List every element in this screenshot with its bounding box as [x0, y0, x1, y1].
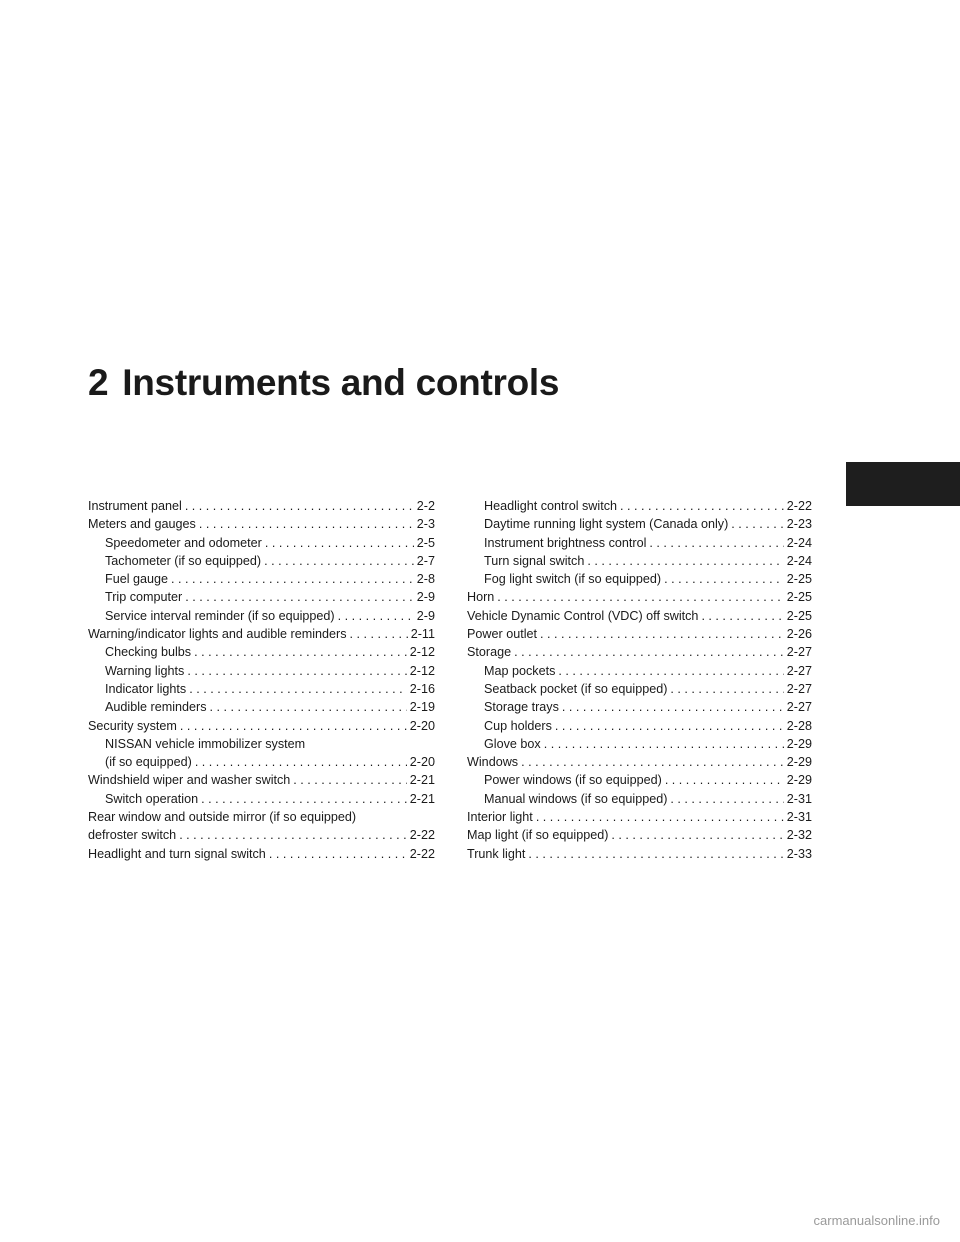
toc-entry-line: NISSAN vehicle immobilizer system [105, 736, 306, 751]
toc-entry[interactable] [467, 771, 812, 789]
toc-dot-leader [187, 662, 406, 680]
toc-entry-page: 2-24 [786, 553, 812, 568]
toc-entry[interactable] [467, 753, 812, 771]
toc-entry-page: 2-27 [786, 663, 812, 678]
toc-dot-leader [293, 771, 406, 789]
toc-entry-label: Storage trays [484, 700, 559, 715]
toc-dot-leader [664, 570, 784, 588]
toc-entry[interactable] [88, 515, 435, 533]
toc-entry[interactable] [467, 570, 812, 588]
toc-entry-page: 2-31 [786, 791, 812, 806]
toc-entry[interactable] [88, 845, 435, 863]
toc-entry-page: 2-29 [786, 773, 812, 788]
toc-entry-label: Seatback pocket (if so equipped) [484, 681, 668, 696]
toc-dot-leader [701, 607, 783, 625]
toc-dot-leader [670, 680, 783, 698]
toc-entry-page: 2-31 [786, 810, 812, 825]
toc-entry-page: 2-3 [416, 517, 435, 532]
toc-entry[interactable] [467, 552, 812, 570]
toc-entry[interactable] [88, 497, 435, 515]
toc-entry-label: Meters and gauges [88, 517, 196, 532]
toc-dot-leader [180, 717, 407, 735]
toc-dot-leader [731, 515, 783, 533]
toc-entry-label: Turn signal switch [484, 553, 585, 568]
toc-entry[interactable] [88, 753, 435, 771]
toc-dot-leader [620, 497, 784, 515]
toc-dot-leader [536, 808, 784, 826]
toc-entry[interactable] [88, 625, 435, 643]
toc-dot-leader [171, 570, 414, 588]
toc-entry-label: Daytime running light system (Canada only) [484, 517, 729, 532]
toc-entry[interactable] [88, 717, 435, 735]
toc-entry-label: Windshield wiper and washer switch [88, 773, 291, 788]
toc-entry-page: 2-26 [786, 627, 812, 642]
toc-entry[interactable] [467, 735, 812, 753]
toc-entry-page: 2-28 [786, 718, 812, 733]
toc-entry-label: Warning/indicator lights and audible reminders [88, 627, 347, 642]
toc-entry-label: Map light (if so equipped) [467, 828, 609, 843]
toc-entry-label: Headlight control switch [484, 499, 617, 513]
toc-entry-page: 2-12 [409, 663, 435, 678]
toc-dot-leader [558, 662, 783, 680]
toc-entry-page: 2-22 [409, 846, 435, 861]
toc-entry[interactable] [88, 680, 435, 698]
toc-entry-page: 2-21 [409, 773, 435, 788]
toc-entry-label: Trunk light [467, 846, 526, 861]
toc-entry[interactable] [467, 808, 812, 826]
toc-dot-leader [544, 735, 784, 753]
toc-entry-page: 2-21 [409, 791, 435, 806]
toc-entry-page: 2-2 [416, 499, 435, 513]
toc-dot-leader [540, 625, 784, 643]
toc-entry[interactable] [467, 588, 812, 606]
toc-entry-label: Interior light [467, 810, 533, 825]
toc-dot-leader [338, 607, 414, 625]
toc-entry[interactable] [467, 662, 812, 680]
toc-entry-label: Storage [467, 645, 512, 660]
toc-dot-leader [185, 588, 414, 606]
chapter-tab-marker [846, 462, 960, 506]
toc-dot-leader [265, 534, 414, 552]
toc-dot-leader [179, 826, 407, 844]
toc-entry-page: 2-25 [786, 572, 812, 587]
toc-entry-label: Fuel gauge [105, 572, 169, 587]
watermark: carmanualsonline.info [813, 1213, 940, 1228]
toc-dot-leader [514, 643, 784, 661]
toc-entry-label: Warning lights [105, 663, 185, 678]
toc-entry-page: 2-7 [416, 553, 435, 568]
toc-entry-page: 2-5 [416, 535, 435, 550]
toc-entry-label: Service interval reminder (if so equipped) [105, 608, 335, 623]
toc-entry[interactable] [88, 534, 435, 552]
toc-entry-label: Vehicle Dynamic Control (VDC) off switch [467, 608, 699, 623]
toc-dot-leader [611, 826, 783, 844]
toc-dot-leader [562, 698, 784, 716]
toc-entry-label: Instrument panel [88, 499, 182, 513]
toc-entry[interactable] [467, 515, 812, 533]
toc-entry-line: Rear window and outside mirror (if so equipped) [88, 810, 357, 825]
toc-entry[interactable] [88, 698, 435, 716]
toc-entry[interactable] [467, 643, 812, 661]
chapter-number: 2 [88, 362, 109, 403]
toc-entry[interactable] [88, 552, 435, 570]
toc-entry-label: Trip computer [105, 590, 183, 605]
chapter-title [88, 362, 559, 404]
toc-entry-label: Indicator lights [105, 681, 187, 696]
toc-entry-page: 2-25 [786, 608, 812, 623]
toc-entry-page: 2-19 [409, 700, 435, 715]
toc-entry[interactable] [88, 570, 435, 588]
toc-entry-page: 2-24 [786, 535, 812, 550]
toc-entry[interactable] [467, 717, 812, 735]
toc-entry-label: Power windows (if so equipped) [484, 773, 662, 788]
toc-dot-leader [665, 771, 784, 789]
toc-entry-label: Security system [88, 718, 177, 733]
toc-entry[interactable] [88, 588, 435, 606]
toc-entry-page: 2-8 [416, 572, 435, 587]
toc-entry-page: 2-27 [786, 645, 812, 660]
toc-entry-label: Manual windows (if so equipped) [484, 791, 668, 806]
toc-entry-label: Speedometer and odometer [105, 535, 262, 550]
toc-entry[interactable] [467, 680, 812, 698]
toc-entry[interactable] [467, 790, 812, 808]
toc-entry-page: 2-16 [409, 681, 435, 696]
toc-dot-leader [185, 497, 414, 515]
toc-entry-page: 2-20 [409, 755, 435, 770]
toc-entry[interactable] [88, 662, 435, 680]
toc-dot-leader [194, 643, 407, 661]
toc-entry[interactable] [467, 826, 812, 844]
toc-entry-page: 2-9 [416, 608, 435, 623]
toc-entry-label: Audible reminders [105, 700, 207, 715]
toc-dot-leader [649, 534, 783, 552]
toc-entry-page: 2-22 [409, 828, 435, 843]
chapter-title-text: Instruments and controls [122, 362, 560, 403]
toc-entry-label: Cup holders [484, 718, 552, 733]
toc-entry-label: Checking bulbs [105, 645, 192, 660]
toc-dot-leader [264, 552, 414, 570]
toc-entry-page: 2-9 [416, 590, 435, 605]
toc-entry-label: Map pockets [484, 663, 556, 678]
toc-dot-leader [521, 753, 784, 771]
toc-dot-leader [189, 680, 407, 698]
toc-entry-label: Switch operation [105, 791, 199, 806]
toc-entry[interactable] [467, 497, 812, 515]
toc-right-column [467, 497, 812, 863]
toc-entry[interactable] [467, 534, 812, 552]
toc-entry-label: (if so equipped) [105, 755, 192, 770]
toc-dot-leader [201, 790, 407, 808]
toc-entry-label: Tachometer (if so equipped) [105, 553, 262, 568]
toc-entry-label: defroster switch [88, 828, 177, 843]
toc-dot-leader [555, 717, 784, 735]
toc-entry-page: 2-27 [786, 681, 812, 696]
toc-entry-page: 2-12 [409, 645, 435, 660]
toc-entry-page: 2-27 [786, 700, 812, 715]
toc-entry[interactable] [88, 607, 435, 625]
toc-entry[interactable] [467, 607, 812, 625]
toc-entry-page: 2-33 [786, 846, 812, 861]
toc-entry[interactable] [88, 771, 435, 789]
toc-dot-leader [199, 515, 414, 533]
toc-entry-page: 2-23 [786, 517, 812, 532]
toc-entry[interactable] [88, 643, 435, 661]
toc-entry-page: 2-29 [786, 755, 812, 770]
toc-entry-label: Headlight and turn signal switch [88, 846, 266, 861]
toc-entry[interactable] [88, 790, 435, 808]
toc-entry-label: Windows [467, 755, 519, 770]
toc-entry[interactable] [88, 826, 435, 844]
toc-entry-label: Glove box [484, 736, 541, 751]
toc-entry[interactable] [467, 625, 812, 643]
toc-entry[interactable] [467, 845, 812, 863]
toc-entry-page: 2-22 [786, 499, 812, 513]
toc-dot-leader [195, 753, 407, 771]
toc-dot-leader [210, 698, 407, 716]
toc-dot-leader [497, 588, 783, 606]
toc-entry-label: Fog light switch (if so equipped) [484, 572, 662, 587]
toc-dot-leader [269, 845, 407, 863]
toc-entry-label: Horn [467, 590, 495, 605]
toc-dot-leader [670, 790, 783, 808]
toc-dot-leader [350, 625, 408, 643]
toc-entry-page: 2-32 [786, 828, 812, 843]
toc-entry[interactable] [467, 698, 812, 716]
toc-entry-page: 2-20 [409, 718, 435, 733]
toc-entry-page: 2-25 [786, 590, 812, 605]
toc-left-column [88, 497, 435, 863]
toc-entry-label: Instrument brightness control [484, 535, 647, 550]
toc-dot-leader [528, 845, 783, 863]
toc-entry-label: Power outlet [467, 627, 538, 642]
toc-dot-leader [587, 552, 783, 570]
toc-entry-page: 2-11 [410, 627, 435, 642]
toc-entry-page: 2-29 [786, 736, 812, 751]
